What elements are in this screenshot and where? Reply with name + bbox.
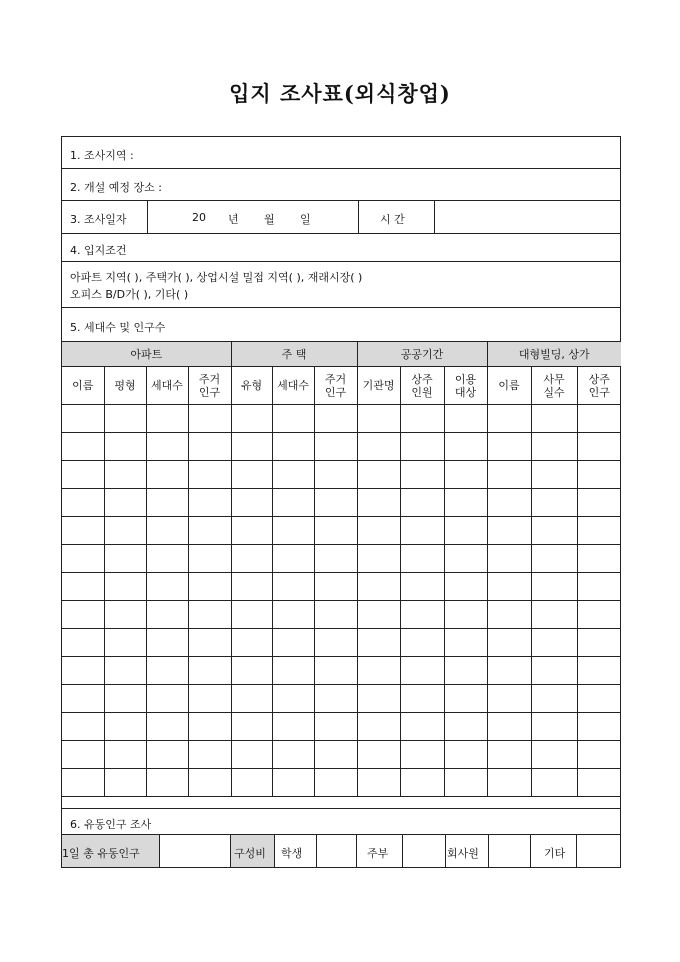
column-header-text: 인구 (198, 385, 221, 399)
table-cell[interactable] (272, 489, 314, 517)
survey-area-label: 1. 조사지역 : (70, 149, 134, 162)
column-header-text: 기관명 (362, 379, 395, 392)
table-cell[interactable] (444, 489, 487, 517)
households-population-label: 5. 세대수 및 인구수 (70, 321, 166, 334)
column-header-text: 실수 (543, 385, 565, 399)
table-cell[interactable] (62, 601, 104, 629)
table-cell[interactable] (444, 685, 487, 713)
table-cell[interactable] (231, 573, 272, 601)
table-cell[interactable] (146, 545, 188, 573)
table-cell[interactable] (146, 601, 188, 629)
table-cell[interactable] (357, 461, 400, 489)
table-cell[interactable] (188, 741, 231, 769)
table-cell[interactable] (272, 657, 314, 685)
table-cell[interactable] (62, 769, 104, 797)
table-cell[interactable] (444, 573, 487, 601)
table-cell[interactable] (272, 405, 314, 433)
table-cell[interactable] (272, 629, 314, 657)
table-cell[interactable] (314, 573, 357, 601)
table-cell[interactable] (272, 433, 314, 461)
column-header-text: 사무 (543, 372, 565, 386)
table-cell[interactable] (272, 769, 314, 797)
table-cell[interactable] (531, 489, 577, 517)
row-floating-population-data (62, 835, 620, 867)
column-header (487, 367, 531, 405)
cell-divider (159, 835, 160, 867)
column-header-text: 인구 (588, 385, 610, 399)
table-cell[interactable] (231, 741, 272, 769)
table-cell[interactable] (400, 657, 444, 685)
table-cell[interactable] (146, 517, 188, 545)
table-cell[interactable] (188, 685, 231, 713)
table-cell[interactable] (231, 433, 272, 461)
table-cell[interactable] (487, 685, 531, 713)
table-cell[interactable] (231, 629, 272, 657)
cell-divider (445, 835, 446, 867)
column-header-text: 인원 (411, 385, 433, 399)
table-cell[interactable] (146, 741, 188, 769)
table-cell[interactable] (487, 405, 531, 433)
table-cell[interactable] (62, 433, 104, 461)
column-header-text: 이름 (72, 379, 94, 392)
table-cell[interactable] (487, 517, 531, 545)
location-conditions-label: 4. 입지조건 (70, 244, 127, 257)
table-cell[interactable] (357, 629, 400, 657)
column-header-text: 주거 (324, 372, 347, 386)
row-location-options (62, 262, 620, 308)
table-cell[interactable] (357, 741, 400, 769)
table-cell[interactable] (188, 769, 231, 797)
group-housing: 주 택 (231, 342, 357, 367)
date-day-unit: 일 (300, 213, 311, 226)
table-cell[interactable] (357, 405, 400, 433)
table-row (62, 769, 621, 797)
composition-label: 구성비 (234, 847, 266, 860)
category-homemaker: 주부 (367, 847, 389, 860)
table-cell[interactable] (314, 741, 357, 769)
table-row (62, 741, 621, 769)
time-label: 시 간 (380, 213, 405, 226)
table-cell[interactable] (146, 461, 188, 489)
table-cell[interactable] (444, 713, 487, 741)
table-cell[interactable] (487, 741, 531, 769)
table-cell[interactable] (62, 685, 104, 713)
table-cell[interactable] (146, 657, 188, 685)
table-cell[interactable] (231, 489, 272, 517)
table-cell[interactable] (231, 769, 272, 797)
category-other: 기타 (544, 847, 566, 860)
table-cell[interactable] (272, 685, 314, 713)
table-row (62, 545, 621, 573)
table-cell[interactable] (231, 545, 272, 573)
table-cell[interactable] (444, 769, 487, 797)
table-cell[interactable] (577, 461, 621, 489)
table-cell[interactable] (188, 657, 231, 685)
table-cell[interactable] (400, 769, 444, 797)
column-header (314, 367, 357, 405)
table-cell[interactable] (104, 601, 146, 629)
table-row (62, 489, 621, 517)
table-cell[interactable] (577, 741, 621, 769)
table-cell[interactable] (104, 769, 146, 797)
table-cell[interactable] (272, 517, 314, 545)
table-cell[interactable] (487, 769, 531, 797)
cell-divider (402, 835, 403, 867)
row-survey-area (62, 137, 620, 169)
column-header (577, 367, 621, 405)
table-cell[interactable] (62, 489, 104, 517)
table-cell[interactable] (62, 741, 104, 769)
column-header-text: 평형 (114, 379, 136, 392)
table-cell[interactable] (357, 657, 400, 685)
column-header-text: 유형 (240, 379, 263, 392)
column-header-text: 주거 (198, 372, 221, 386)
table-row (62, 629, 621, 657)
table-cell[interactable] (231, 685, 272, 713)
table-row (62, 517, 621, 545)
total-floating-label: 1일 총 유동인구 (62, 847, 140, 860)
table-cell[interactable] (531, 769, 577, 797)
table-cell[interactable] (62, 517, 104, 545)
table-cell[interactable] (314, 489, 357, 517)
table-row (62, 657, 621, 685)
group-public-institution: 공공기간 (357, 342, 487, 367)
table-cell[interactable] (188, 573, 231, 601)
table-cell[interactable] (444, 545, 487, 573)
cell-divider (147, 201, 148, 233)
table-cell[interactable] (531, 573, 577, 601)
table-cell[interactable] (104, 405, 146, 433)
cell-divider (530, 835, 531, 867)
table-cell[interactable] (531, 461, 577, 489)
group-apartment: 아파트 (62, 342, 231, 367)
table-cell[interactable] (444, 405, 487, 433)
table-cell[interactable] (487, 573, 531, 601)
table-cell[interactable] (104, 461, 146, 489)
table-cell[interactable] (104, 657, 146, 685)
location-options-line2: 오피스 B/D가( ), 기타( ) (70, 288, 189, 301)
table-cell[interactable] (577, 573, 621, 601)
table-cell[interactable] (314, 713, 357, 741)
column-header (104, 367, 146, 405)
column-header-text: 이름 (498, 379, 520, 392)
table-cell[interactable] (577, 769, 621, 797)
table-cell[interactable] (104, 433, 146, 461)
table-cell[interactable] (104, 573, 146, 601)
table-cell[interactable] (531, 433, 577, 461)
survey-form (61, 136, 621, 868)
table-cell[interactable] (272, 573, 314, 601)
table-cell[interactable] (577, 657, 621, 685)
table-row (62, 601, 621, 629)
table-cell[interactable] (400, 601, 444, 629)
table-cell[interactable] (577, 629, 621, 657)
table-cell[interactable] (62, 405, 104, 433)
table-row (62, 433, 621, 461)
table-cell[interactable] (314, 433, 357, 461)
table-cell[interactable] (531, 657, 577, 685)
table-row (62, 461, 621, 489)
cell-divider (434, 201, 435, 233)
date-year-unit: 년 (228, 213, 239, 226)
table-cell[interactable] (62, 713, 104, 741)
column-header (272, 367, 314, 405)
table-cell[interactable] (357, 489, 400, 517)
column-header (146, 367, 188, 405)
cell-divider (316, 835, 317, 867)
table-cell[interactable] (531, 741, 577, 769)
location-options-line1: 아파트 지역( ), 주택가( ), 상업시설 밀접 지역( ), 재래시장( ) (70, 271, 363, 284)
column-header-text: 인구 (324, 385, 347, 399)
table-cell[interactable] (487, 601, 531, 629)
table-cell[interactable] (531, 713, 577, 741)
table-cell[interactable] (272, 461, 314, 489)
table-cell[interactable] (577, 517, 621, 545)
table-cell[interactable] (272, 601, 314, 629)
row-floating-population (62, 808, 620, 835)
table-cell[interactable] (444, 517, 487, 545)
table-cell[interactable] (531, 685, 577, 713)
floating-population-label: 6. 유동인구 조사 (70, 818, 152, 831)
column-header-text: 대상 (454, 385, 477, 399)
table-cell[interactable] (272, 545, 314, 573)
document-title: 입지 조사표(외식창업) (229, 81, 451, 106)
table-cell[interactable] (531, 601, 577, 629)
table-cell[interactable] (357, 573, 400, 601)
table-cell[interactable] (400, 685, 444, 713)
table-cell[interactable] (231, 405, 272, 433)
table-cell[interactable] (62, 657, 104, 685)
table-cell[interactable] (272, 713, 314, 741)
table-cell[interactable] (531, 405, 577, 433)
table-cell[interactable] (146, 433, 188, 461)
column-header (357, 367, 400, 405)
table-cell[interactable] (231, 713, 272, 741)
table-cell[interactable] (487, 461, 531, 489)
table-cell[interactable] (104, 489, 146, 517)
row-planned-location (62, 169, 620, 201)
table-cell[interactable] (357, 601, 400, 629)
table-row (62, 405, 621, 433)
date-year-prefix: 20 (192, 211, 206, 224)
table-cell[interactable] (146, 489, 188, 517)
row-location-conditions (62, 234, 620, 262)
column-header (62, 367, 104, 405)
table-cell[interactable] (577, 545, 621, 573)
column-header (400, 367, 444, 405)
table-cell[interactable] (188, 601, 231, 629)
table-cell[interactable] (531, 517, 577, 545)
table-cell[interactable] (400, 573, 444, 601)
table-cell[interactable] (400, 629, 444, 657)
table-cell[interactable] (531, 545, 577, 573)
table-cell[interactable] (487, 713, 531, 741)
category-student: 학생 (281, 847, 303, 860)
table-cell[interactable] (188, 489, 231, 517)
table-cell[interactable] (400, 545, 444, 573)
table-cell[interactable] (188, 713, 231, 741)
row-survey-date (62, 201, 620, 234)
table-cell[interactable] (231, 601, 272, 629)
table-cell[interactable] (577, 489, 621, 517)
table-cell[interactable] (314, 405, 357, 433)
table-cell[interactable] (314, 461, 357, 489)
column-header-text: 상주 (411, 372, 433, 386)
table-cell[interactable] (487, 545, 531, 573)
table-cell[interactable] (188, 545, 231, 573)
table-cell[interactable] (357, 545, 400, 573)
column-header (231, 367, 272, 405)
table-cell[interactable] (188, 405, 231, 433)
column-header-text: 세대수 (151, 379, 183, 392)
table-cell[interactable] (577, 405, 621, 433)
table-cell[interactable] (400, 489, 444, 517)
table-cell[interactable] (104, 545, 146, 573)
table-cell[interactable] (188, 517, 231, 545)
table-cell[interactable] (314, 685, 357, 713)
table-cell[interactable] (531, 629, 577, 657)
table-cell[interactable] (577, 601, 621, 629)
table-cell[interactable] (400, 741, 444, 769)
table-cell[interactable] (314, 601, 357, 629)
table-cell[interactable] (314, 517, 357, 545)
table-cell[interactable] (444, 461, 487, 489)
group-header-row (62, 342, 621, 367)
cell-divider (274, 835, 275, 867)
cell-divider (358, 201, 359, 233)
table-cell[interactable] (400, 517, 444, 545)
table-cell[interactable] (146, 685, 188, 713)
table-cell[interactable] (188, 433, 231, 461)
table-cell[interactable] (231, 517, 272, 545)
table-cell[interactable] (62, 629, 104, 657)
survey-date-label: 3. 조사일자 (70, 213, 127, 226)
column-header-text: 세대수 (277, 379, 309, 392)
table-cell[interactable] (104, 629, 146, 657)
table-cell[interactable] (146, 405, 188, 433)
column-header-text: 상주 (588, 372, 610, 386)
table-row (62, 713, 621, 741)
table-cell[interactable] (444, 629, 487, 657)
population-table (62, 341, 621, 797)
table-cell[interactable] (444, 433, 487, 461)
table-cell[interactable] (62, 545, 104, 573)
table-cell[interactable] (400, 405, 444, 433)
table-cell[interactable] (357, 433, 400, 461)
table-cell[interactable] (314, 769, 357, 797)
table-cell[interactable] (577, 713, 621, 741)
table-cell[interactable] (357, 713, 400, 741)
group-large-building: 대형빌딩, 상가 (487, 342, 621, 367)
table-cell[interactable] (400, 461, 444, 489)
planned-location-label: 2. 개설 예정 장소 : (70, 181, 162, 194)
table-row (62, 573, 621, 601)
table-cell[interactable] (188, 629, 231, 657)
table-cell[interactable] (146, 629, 188, 657)
table-cell[interactable] (357, 685, 400, 713)
column-header-text: 이용 (454, 372, 477, 386)
table-cell[interactable] (487, 433, 531, 461)
date-month-unit: 월 (264, 213, 275, 226)
category-office-worker: 회사원 (447, 847, 479, 860)
table-cell[interactable] (487, 489, 531, 517)
table-cell[interactable] (400, 713, 444, 741)
table-cell[interactable] (577, 685, 621, 713)
cell-divider (488, 835, 489, 867)
table-cell[interactable] (104, 713, 146, 741)
table-cell[interactable] (400, 433, 444, 461)
table-cell[interactable] (314, 545, 357, 573)
table-cell[interactable] (231, 657, 272, 685)
table-cell[interactable] (188, 461, 231, 489)
table-cell[interactable] (231, 461, 272, 489)
column-header (188, 367, 231, 405)
row-households-population (62, 308, 620, 341)
column-header (531, 367, 577, 405)
table-cell[interactable] (104, 517, 146, 545)
table-cell[interactable] (444, 601, 487, 629)
table-cell[interactable] (62, 573, 104, 601)
table-cell[interactable] (62, 461, 104, 489)
table-cell[interactable] (444, 657, 487, 685)
table-cell[interactable] (272, 741, 314, 769)
table-cell[interactable] (146, 769, 188, 797)
cell-divider (576, 835, 577, 867)
table-cell[interactable] (146, 573, 188, 601)
cell-divider (356, 835, 357, 867)
table-cell[interactable] (357, 769, 400, 797)
table-cell[interactable] (357, 517, 400, 545)
table-cell[interactable] (314, 657, 357, 685)
table-cell[interactable] (487, 629, 531, 657)
table-cell[interactable] (104, 685, 146, 713)
table-cell[interactable] (146, 713, 188, 741)
table-cell[interactable] (314, 629, 357, 657)
table-cell[interactable] (444, 741, 487, 769)
table-row (62, 685, 621, 713)
table-cell[interactable] (104, 741, 146, 769)
column-header (444, 367, 487, 405)
column-header-row (62, 367, 621, 405)
table-cell[interactable] (487, 657, 531, 685)
table-cell[interactable] (577, 433, 621, 461)
